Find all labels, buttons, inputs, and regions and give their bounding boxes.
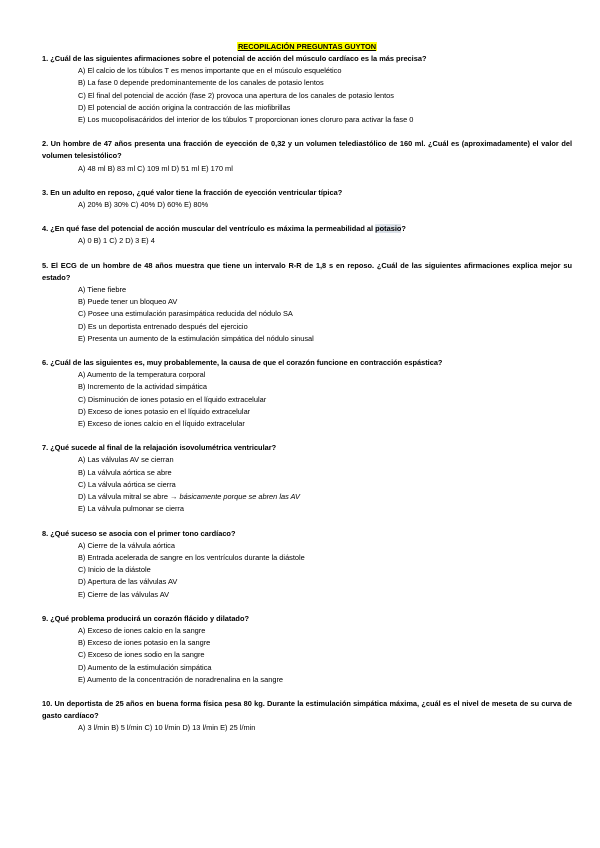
question-7 — [42, 442, 572, 515]
option: B) La válvula aórtica se abre — [78, 467, 172, 477]
question-2 — [42, 138, 572, 175]
question-6 — [42, 357, 572, 430]
question-9 — [42, 613, 572, 686]
question-5-stem: 5. El ECG de un hombre de 48 años muestra que tiene un intervalo R-R de 1,8 s en reposo. ¿Cuál de las siguientes afirmaciones explica mejor su estado? — [42, 260, 572, 282]
option: E) Presenta un aumento de la estimulación simpática del nódulo sinusal — [78, 333, 314, 343]
option: C) Posee una estimulación parasimpática reducida del nódulo SA — [78, 309, 293, 319]
question-4-options: A) 0 B) 1 C) 2 D) 3 E) 4 — [78, 236, 155, 246]
option: C) La válvula aórtica se cierra — [78, 479, 176, 489]
question-7-stem: 7. ¿Qué sucede al final de la relajación isovolumétrica ventricular? — [42, 443, 277, 453]
option: C) Inicio de la diástole — [78, 565, 151, 575]
question-3-options: A) 20% B) 30% C) 40% D) 60% E) 80% — [78, 200, 209, 210]
option: D) Es un deportista entrenado después del ejercicio — [78, 321, 248, 331]
option: E) La válvula pulmonar se cierra — [78, 504, 184, 514]
option: D) Apertura de las válvulas AV — [78, 577, 178, 587]
option: C) Disminución de iones potasio en el líquido extracelular — [78, 394, 267, 404]
option: C) Exceso de iones sodio en la sangre — [78, 650, 205, 660]
question-8-stem: 8. ¿Qué suceso se asocia con el primer tono cardíaco? — [42, 528, 236, 538]
question-8 — [42, 528, 572, 601]
question-1 — [42, 53, 572, 126]
option: A) Exceso de iones calcio en la sangre — [78, 625, 206, 635]
option: B) Entrada acelerada de sangre en los ventrículos durante la diástole — [78, 552, 305, 562]
option: D) Exceso de iones potasio en el líquido extracelular — [78, 406, 251, 416]
option: C) El final del potencial de acción (fase 2) provoca una apertura de los canales de potasio lentos — [78, 90, 394, 100]
question-10 — [42, 698, 572, 735]
question-1-stem: 1. ¿Cuál de las siguientes afirmaciones sobre el potencial de acción del músculo cardíaco es la más precisa? — [42, 54, 427, 63]
highlighted-word: potasio — [375, 224, 402, 234]
option: A) Tiene fiebre — [78, 285, 127, 295]
option: A) Las válvulas AV se cierran — [78, 455, 174, 465]
question-9-stem: 9. ¿Qué problema producirá un corazón flácido y dilatado? — [42, 613, 249, 623]
question-10-stem: 10. Un deportista de 25 años en buena forma física pesa 80 kg. Durante la estimulación simpática máxima, ¿cuál es el nivel de meseta de su curva de gasto cardíaco? — [42, 698, 572, 721]
question-4-stem-text: 4. ¿En qué fase del potencial de acción muscular del ventrículo es máxima la permeabilidad al — [42, 224, 376, 234]
question-4 — [42, 223, 572, 247]
option: B) Puede tener un bloqueo AV — [78, 297, 178, 307]
question-3 — [42, 187, 572, 211]
option: A) El calcio de los túbulos T es menos importante que en el músculo esquelético — [78, 66, 342, 76]
option: A) Cierre de la válvula aórtica — [78, 540, 175, 550]
option-with-note — [78, 491, 572, 503]
option: B) La fase 0 depende predominantemente de los canales de potasio lentos — [78, 78, 324, 88]
document-title: RECOPILACIÓN PREGUNTAS GUYTON — [237, 42, 377, 51]
option: B) Exceso de iones potasio en la sangre — [78, 638, 211, 648]
option: A) Aumento de la temperatura corporal — [78, 370, 206, 380]
question-2-stem: 2. Un hombre de 47 años presenta una fracción de eyección de 0,32 y un volumen telediastólico de 160 ml. ¿Cuál es (aproximadamente) el valor del volumen telesistólico? — [42, 139, 572, 161]
handwritten-note: → básicamente porque se abren las AV — [170, 492, 300, 502]
option: E) Los mucopolisacáridos del interior de los túbulos T proporcionan iones cloruro para activar la fase 0 — [78, 115, 414, 125]
question-6-options — [78, 369, 572, 430]
question-9-options — [78, 625, 572, 686]
question-4-stem-end: ? — [401, 224, 406, 234]
question-8-options — [78, 540, 572, 601]
option: E) Aumento de la concentración de noradrenalina en la sangre — [78, 674, 284, 684]
question-2-options: A) 48 ml B) 83 ml C) 109 ml D) 51 ml E) 170 ml — [78, 163, 233, 173]
question-5-options — [78, 284, 572, 345]
question-5 — [42, 260, 572, 345]
option: B) Incremento de la actividad simpática — [78, 382, 207, 392]
question-3-stem: 3. En un adulto en reposo, ¿qué valor tiene la fracción de eyección ventricular típica? — [42, 187, 343, 197]
option: E) Exceso de iones calcio en el líquido extracelular — [78, 419, 245, 429]
option: D) El potencial de acción origina la contracción de las miofibrillas — [78, 102, 291, 112]
question-7-options — [78, 454, 572, 515]
question-6-stem: 6. ¿Cuál de las siguientes es, muy probablemente, la causa de que el corazón funcione en contracción espástica? — [42, 358, 443, 368]
option-text: D) La válvula mitral se abre — [78, 492, 168, 502]
question-1-options — [78, 65, 572, 126]
question-4-stem — [42, 223, 572, 235]
option: D) Aumento de la estimulación simpática — [78, 662, 212, 672]
option: E) Cierre de las válvulas AV — [78, 589, 170, 599]
question-10-options: A) 3 l/min B) 5 l/min C) 10 l/min D) 13 l/min E) 25 l/min — [78, 723, 256, 733]
